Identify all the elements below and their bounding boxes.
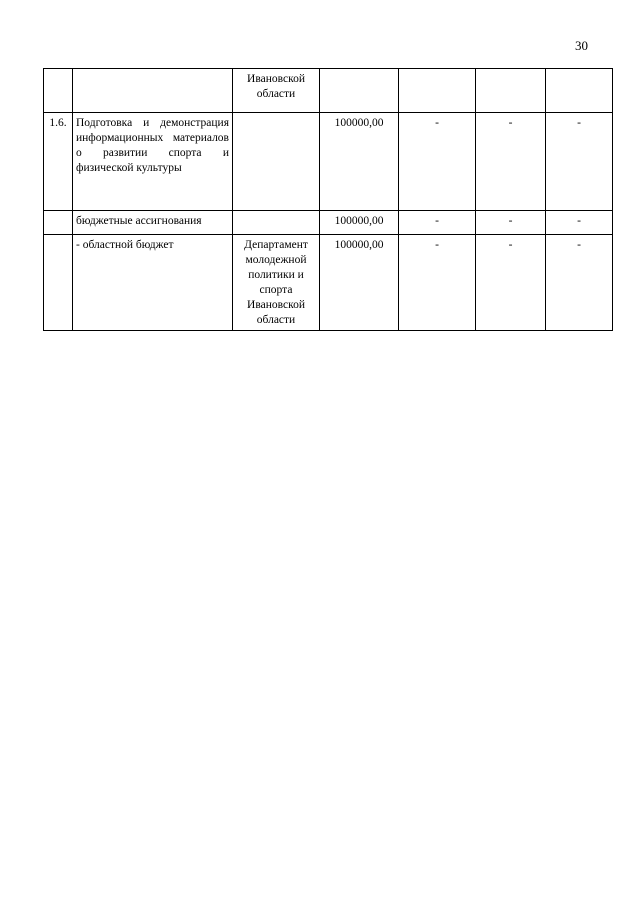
cell-value-1: 100000,00	[320, 113, 399, 211]
cell-number	[44, 235, 73, 331]
cell-name	[73, 69, 233, 113]
cell-executor	[233, 211, 320, 235]
cell-value-2: -	[399, 235, 476, 331]
cell-value-4: -	[546, 235, 613, 331]
table-row-regional-budget	[44, 235, 613, 331]
cell-name: бюджетные ассигнования	[73, 211, 233, 235]
cell-value-1: 100000,00	[320, 211, 399, 235]
cell-number	[44, 211, 73, 235]
table-row-budget-allocations	[44, 211, 613, 235]
cell-name: - областной бюджет	[73, 235, 233, 331]
cell-name: Подготовка и демонстрация информационных материалов о развитии спорта и физической культуры	[73, 113, 233, 211]
cell-value-4: -	[546, 113, 613, 211]
cell-value-4: -	[546, 211, 613, 235]
cell-value-2: -	[399, 113, 476, 211]
cell-executor: Ивановской области	[233, 69, 320, 113]
page-number: 30	[575, 38, 588, 53]
cell-number: 1.6.	[44, 113, 73, 211]
cell-value-4	[546, 69, 613, 113]
cell-value-2	[399, 69, 476, 113]
table-row-1-6	[44, 113, 613, 211]
cell-value-1	[320, 69, 399, 113]
table-row-continuation	[44, 69, 613, 113]
budget-table	[43, 68, 613, 331]
cell-value-3: -	[476, 113, 546, 211]
cell-value-3	[476, 69, 546, 113]
cell-executor: Департамент молодежной политики и спорта Ивановской области	[233, 235, 320, 331]
cell-value-1: 100000,00	[320, 235, 399, 331]
cell-value-2: -	[399, 211, 476, 235]
cell-executor	[233, 113, 320, 211]
cell-value-3: -	[476, 211, 546, 235]
cell-value-3: -	[476, 235, 546, 331]
cell-number	[44, 69, 73, 113]
